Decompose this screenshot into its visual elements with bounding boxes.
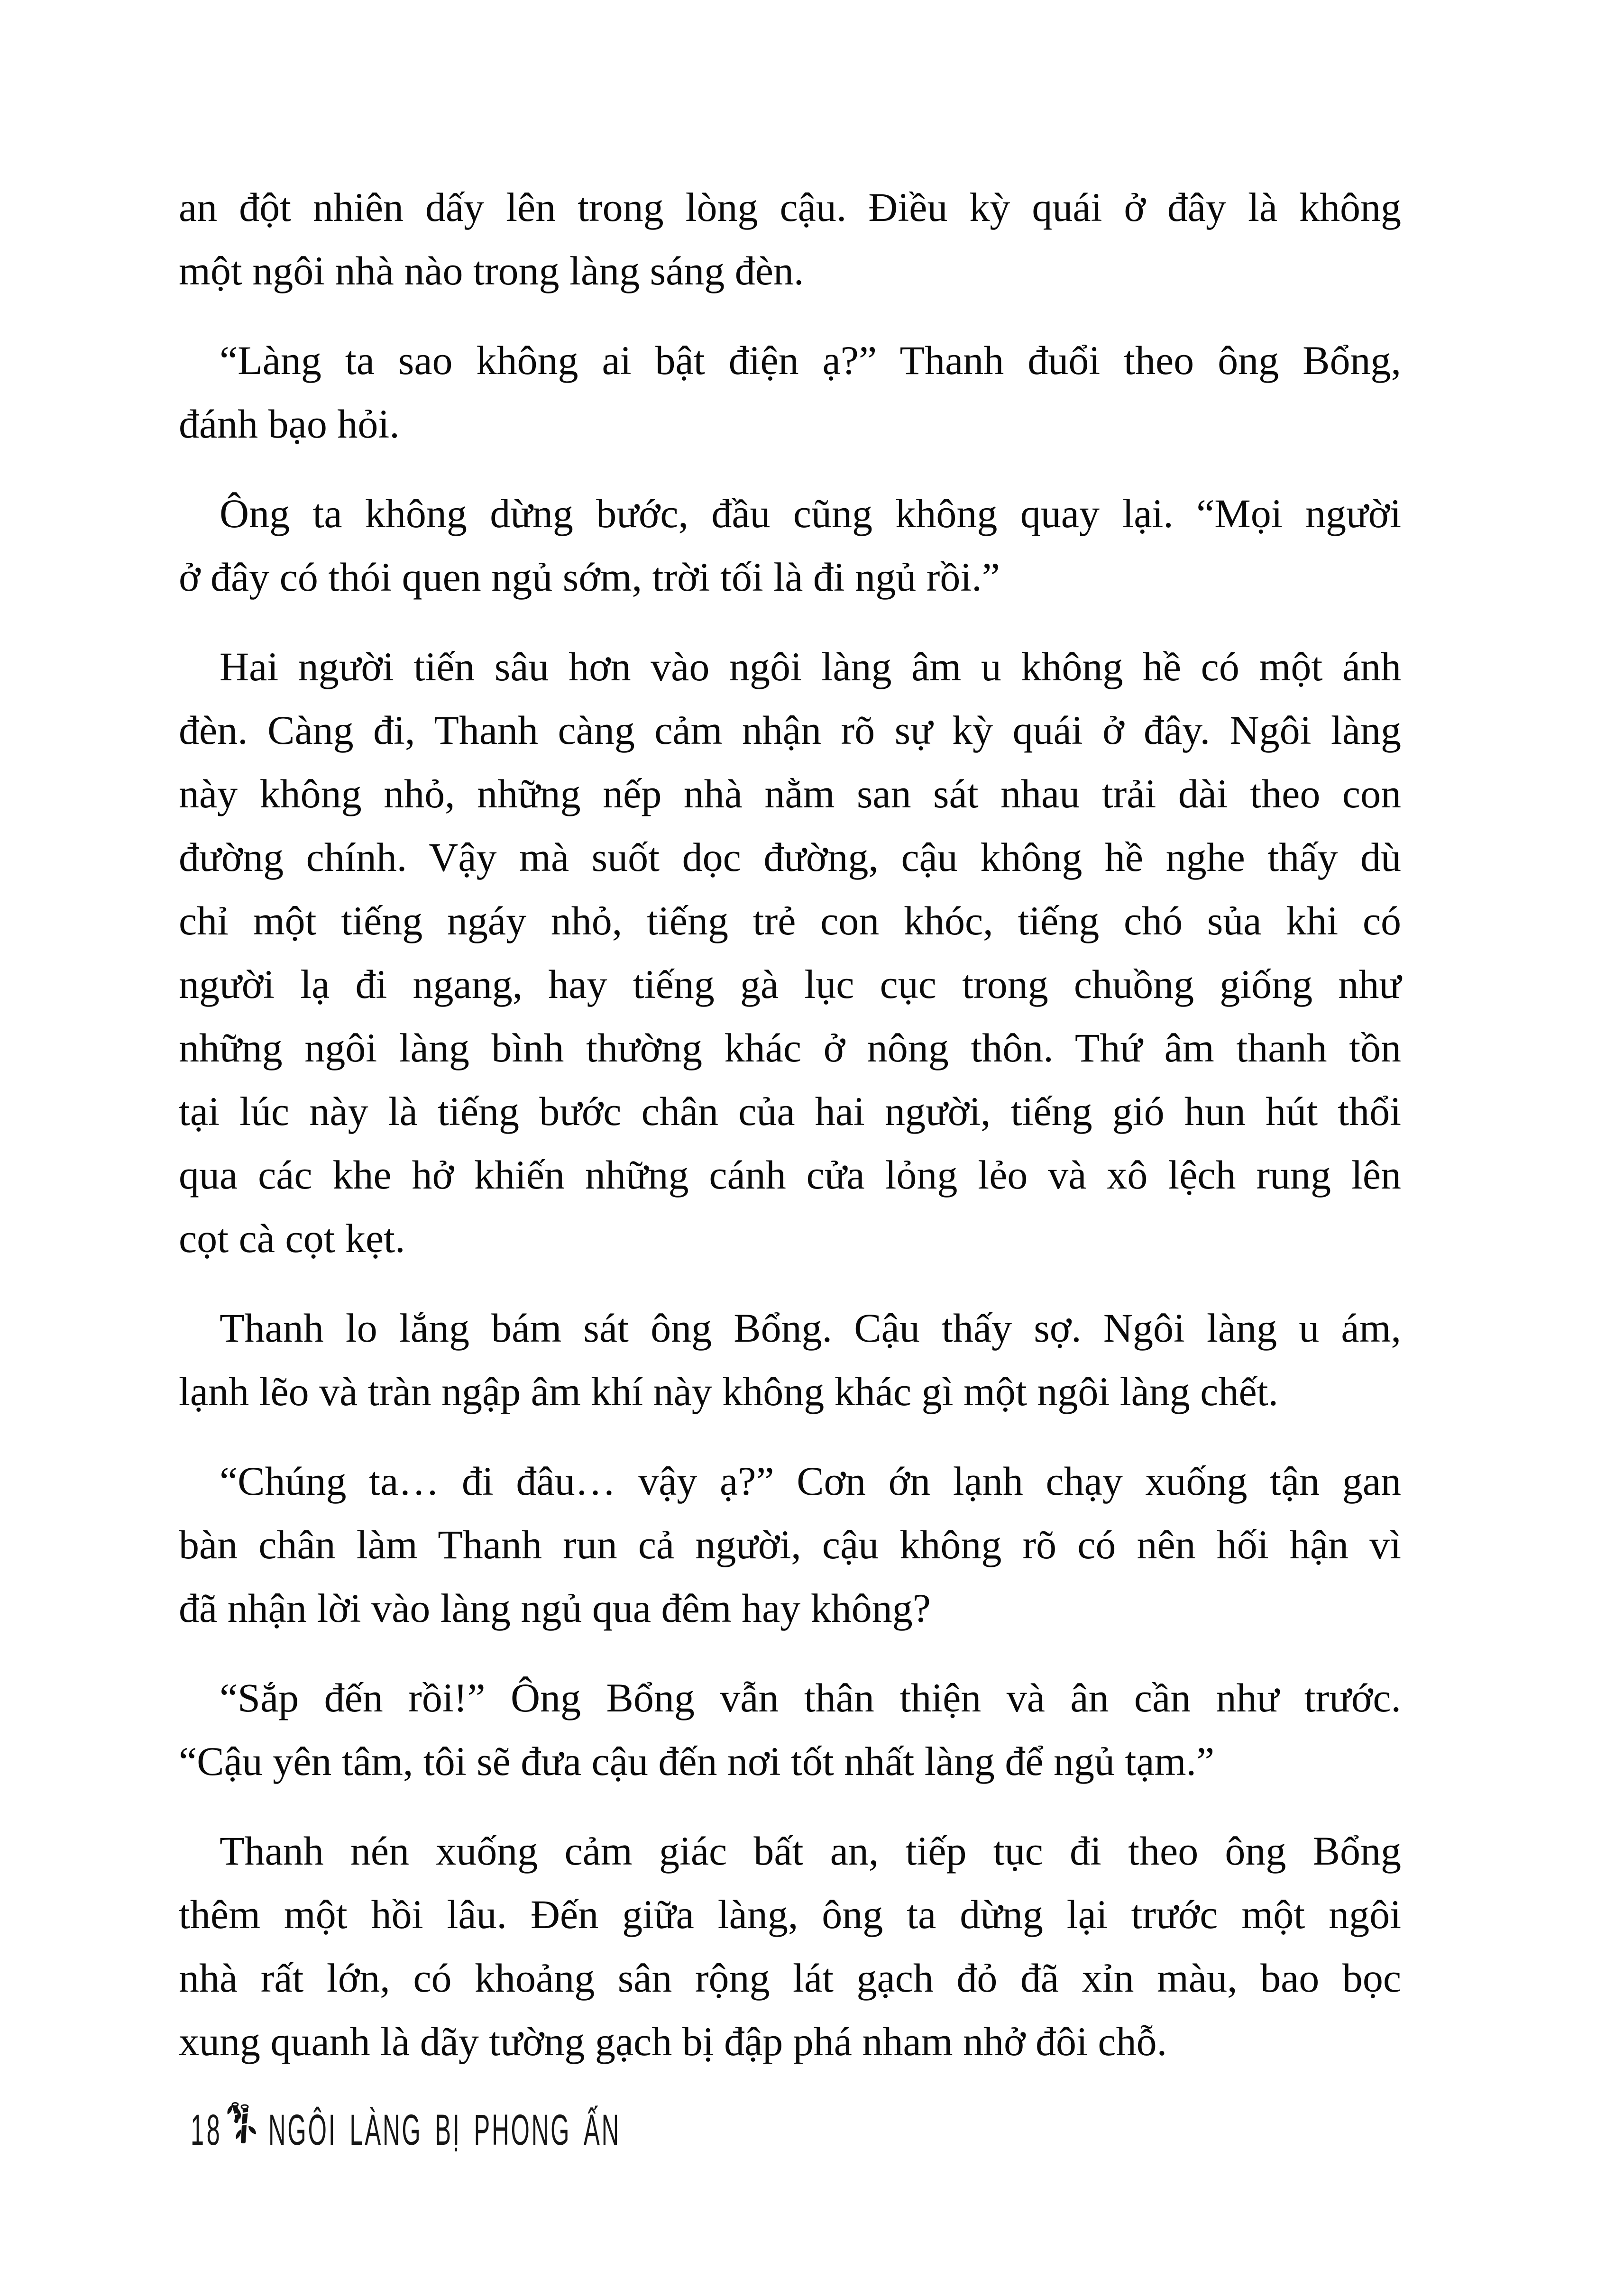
bamboo-icon: [227, 2100, 257, 2146]
page-number: 18: [191, 2106, 223, 2154]
text-line: qua các khe hở khiến những cánh cửa lỏng lẻo và xô lệch rung lên: [179, 1152, 1401, 1198]
paragraph: [179, 1449, 1401, 1640]
paragraph: [179, 175, 1401, 302]
text-line: đèn. Càng đi, Thanh càng cảm nhận rõ sự kỳ quái ở đây. Ngôi làng: [179, 707, 1401, 753]
paragraph: [179, 482, 1401, 609]
paragraph: [179, 1819, 1401, 2073]
text-line: “Làng ta sao không ai bật điện ạ?” Thanh đuổi theo ông Bổng,: [220, 338, 1401, 383]
text-line: Thanh lo lắng bám sát ông Bổng. Cậu thấy sợ. Ngôi làng u ám,: [220, 1305, 1401, 1351]
paragraph: [179, 329, 1401, 456]
text-line: tại lúc này là tiếng bước chân của hai người, tiếng gió hun hút thổi: [179, 1089, 1401, 1134]
text-line: nhà rất lớn, có khoảng sân rộng lát gạch đỏ đã xỉn màu, bao bọc: [179, 1955, 1401, 2001]
text-line: an đột nhiên dấy lên trong lòng cậu. Điều kỳ quái ở đây là không: [179, 184, 1401, 230]
text-line: ở đây có thói quen ngủ sớm, trời tối là đi ngủ rồi.”: [179, 554, 1000, 600]
paragraph: [179, 635, 1401, 1270]
paragraph: [179, 1296, 1401, 1423]
text-line: thêm một hồi lâu. Đến giữa làng, ông ta dừng lại trước một ngôi: [179, 1892, 1401, 1937]
text-line: đã nhận lời vào làng ngủ qua đêm hay không?: [179, 1585, 931, 1631]
text-line: cọt cà cọt kẹt.: [179, 1216, 405, 1261]
page-body: [179, 175, 1401, 2073]
text-line: Hai người tiến sâu hơn vào ngôi làng âm u không hề có một ánh: [220, 644, 1401, 689]
text-line: Thanh nén xuống cảm giác bất an, tiếp tục đi theo ông Bổng: [220, 1828, 1401, 1874]
text-line: xung quanh là dãy tường gạch bị đập phá nham nhở đôi chỗ.: [179, 2019, 1167, 2064]
text-line: này không nhỏ, những nếp nhà nằm san sát nhau trải dài theo con: [179, 771, 1401, 816]
text-line: chỉ một tiếng ngáy nhỏ, tiếng trẻ con khóc, tiếng chó sủa khi có: [179, 898, 1401, 943]
text-line: Ông ta không dừng bước, đầu cũng không quay lại. “Mọi người: [220, 491, 1401, 536]
page-footer: [0, 2098, 1624, 2164]
text-line: một ngôi nhà nào trong làng sáng đèn.: [179, 248, 804, 293]
text-line: “Cậu yên tâm, tôi sẽ đưa cậu đến nơi tốt nhất làng để ngủ tạm.”: [179, 1738, 1215, 1784]
text-line: đường chính. Vậy mà suốt dọc đường, cậu không hề nghe thấy dù: [179, 834, 1401, 880]
text-line: người lạ đi ngang, hay tiếng gà lục cục trong chuồng giống như: [179, 961, 1401, 1007]
text-line: “Chúng ta… đi đâu… vậy ạ?” Cơn ớn lạnh chạy xuống tận gan: [220, 1458, 1401, 1504]
paragraph: [179, 1666, 1401, 1793]
book-title: NGÔI LÀNG BỊ PHONG ẤN: [268, 2106, 621, 2154]
text-line: những ngôi làng bình thường khác ở nông thôn. Thứ âm thanh tồn: [179, 1025, 1401, 1070]
text-line: đánh bạo hỏi.: [179, 401, 400, 447]
text-line: “Sắp đến rồi!” Ông Bổng vẫn thân thiện và ân cần như trước.: [220, 1675, 1401, 1720]
text-line: bàn chân làm Thanh run cả người, cậu không rõ có nên hối hận vì: [179, 1522, 1401, 1567]
text-line: lạnh lẽo và tràn ngập âm khí này không khác gì một ngôi làng chết.: [179, 1369, 1279, 1414]
